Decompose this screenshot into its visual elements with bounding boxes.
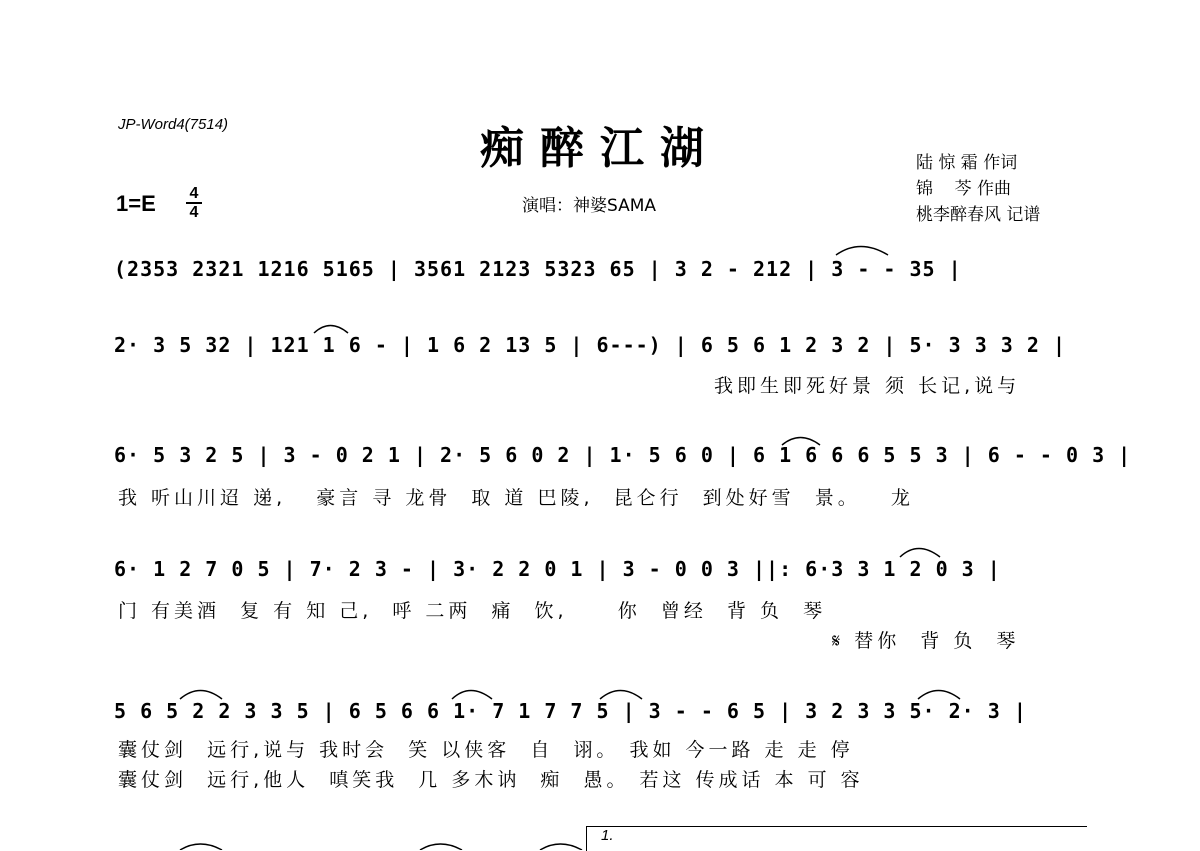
slur-mark — [452, 691, 492, 700]
slur-mark — [180, 844, 222, 850]
slur-mark — [314, 326, 348, 334]
lyric-row-3: 我 听山川迢 递, 豪言 寻 龙骨 取 道 巴陵, 昆仑行 到处好雪 景。 龙 — [118, 487, 914, 509]
slur-mark — [836, 247, 888, 256]
volta-label: 1. — [601, 827, 614, 844]
lyric-row-4-verse-2: 𝄋 替你 背 负 琴 — [832, 630, 1020, 652]
page-title: 痴醉江湖 — [480, 123, 720, 174]
lyric-row-5-verse-2: 囊仗剑 远行,他人 嗔笑我 几 多木讷 痴 愚。 若这 传成话 本 可 容 — [118, 769, 864, 791]
lyric-row-2: 我即生即死好景 须 长记,说与 — [714, 375, 1021, 397]
slur-mark — [782, 438, 820, 446]
transcriber-credit: 桃李醉春风 记谱 — [916, 205, 1041, 225]
key-signature: 1=E — [116, 191, 156, 216]
lyric-row-4-verse-1: 门 有美酒 复 有 知 己, 呼 二两 痛 饮, 你 曾经 背 负 琴 — [118, 600, 827, 622]
music-row-5: 5 6 5 2 2 3 3 5 | 6 5 6 6 1· 7 1 7 7 5 | 3 - - 6 5 | 3 2 3 3 5· 2· 3 | — [114, 699, 1027, 723]
time-signature-top: 4 — [189, 185, 199, 202]
composer-credit: 锦 芩 作曲 — [916, 179, 1012, 199]
slur-mark — [918, 691, 960, 700]
music-row-3: 6· 5 3 2 5 | 3 - 0 2 1 | 2· 5 6 0 2 | 1· 5 6 0 | 6 1 6 6 6 5 5 3 | 6 - - 0 3 | — [114, 443, 1132, 467]
slur-mark — [180, 691, 222, 700]
slur-mark — [900, 549, 940, 558]
music-row-4: 6· 1 2 7 0 5 | 7· 2 3 - | 3· 2 2 0 1 | 3 - 0 0 3 ||: 6·3 3 1 2 0 3 | — [114, 557, 1001, 581]
slur-mark — [540, 844, 582, 850]
music-row-2: 2· 3 5 32 | 121 1 6 - | 1 6 2 13 5 | 6---) | 6 5 6 1 2 3 2 | 5· 3 3 3 2 | — [114, 333, 1066, 357]
time-signature-bottom: 4 — [189, 204, 199, 221]
singer-credit: 演唱：神婆SAMA — [522, 196, 657, 216]
lyric-row-5-verse-1: 囊仗剑 远行,说与 我时会 笑 以侠客 自 诩。 我如 今一路 走 走 停 — [118, 739, 854, 761]
slur-mark — [420, 844, 462, 850]
slur-mark — [600, 691, 642, 700]
lyricist-credit: 陆 惊 霜 作词 — [916, 153, 1018, 173]
music-row-1: (2353 2321 1216 5165 | 3561 2123 5323 65 | 3 2 - 212 | 3 - - 35 | — [114, 257, 962, 281]
software-watermark: JP-Word4(7514) — [118, 116, 229, 133]
